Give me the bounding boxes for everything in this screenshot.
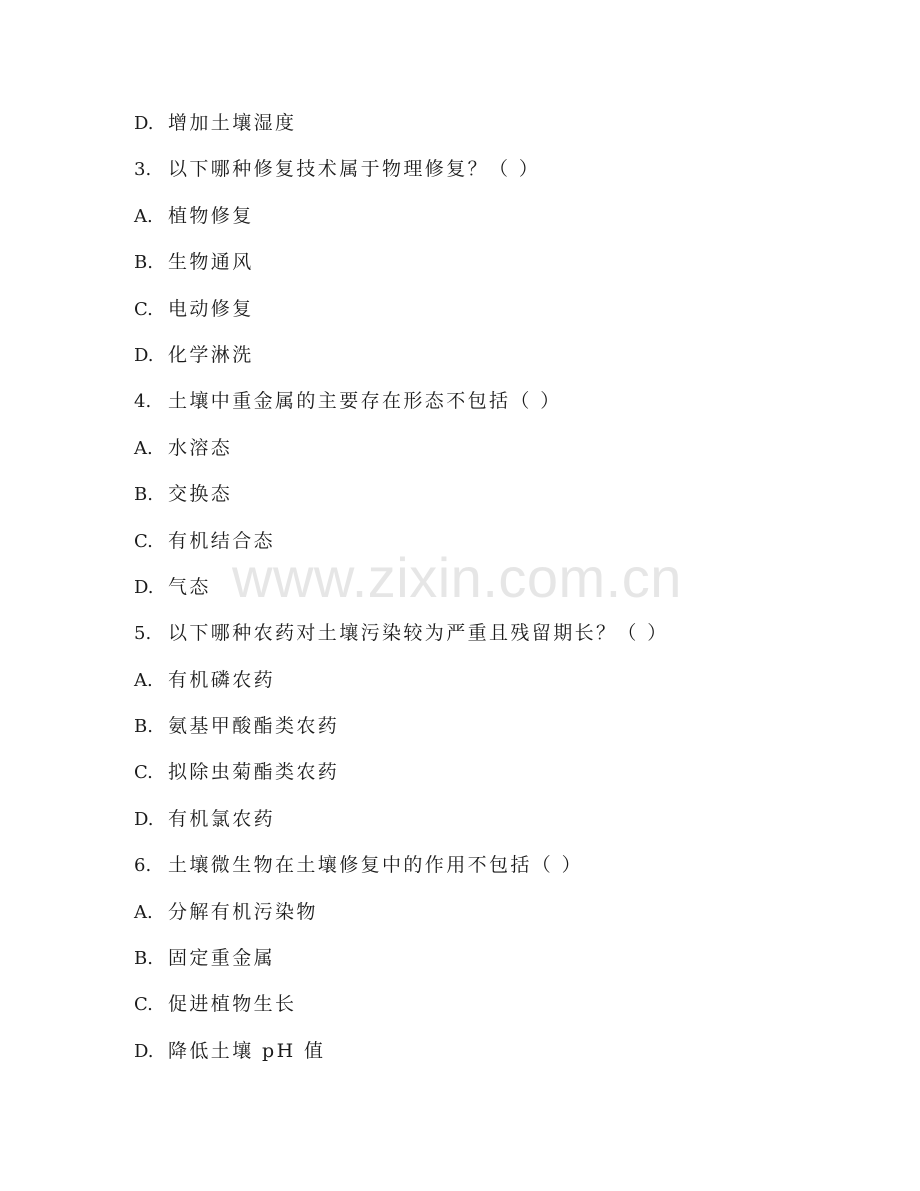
option-text: 降低土壤 pH 值	[168, 1039, 326, 1062]
option-text: 交换态	[168, 483, 233, 506]
option-prefix: D.	[134, 576, 154, 598]
option-prefix: D.	[134, 344, 154, 366]
question-line	[134, 152, 834, 198]
option-text: 增加土壤湿度	[168, 112, 297, 134]
question-number: 6.	[134, 855, 152, 877]
option-prefix: C.	[134, 762, 153, 784]
option-text: 化学淋洗	[168, 343, 254, 366]
option-prefix: C.	[134, 994, 153, 1016]
question-line	[134, 384, 834, 430]
option-line	[134, 987, 834, 1033]
question-text: 以下哪种农药对土壤污染较为严重且残留期长？（ ）	[168, 622, 669, 645]
option-text: 气态	[168, 575, 211, 598]
question-number: 3.	[134, 159, 152, 181]
option-line	[134, 755, 834, 801]
question-line	[134, 616, 834, 662]
option-text: 植物修复	[168, 204, 254, 227]
option-prefix: B.	[134, 716, 153, 738]
question-text: 土壤微生物在土壤修复中的作用不包括（ ）	[168, 854, 584, 877]
option-prefix: C.	[134, 530, 153, 552]
option-prefix: D.	[134, 113, 154, 134]
option-text: 水溶态	[168, 436, 233, 459]
option-line	[134, 802, 834, 848]
question-text: 以下哪种修复技术属于物理修复？（ ）	[168, 158, 541, 181]
option-prefix: A.	[134, 669, 153, 691]
option-text: 生物通风	[168, 251, 254, 274]
question-number: 5.	[134, 623, 152, 645]
option-line	[134, 338, 834, 384]
option-text: 有机磷农药	[168, 668, 276, 691]
option-line	[134, 941, 834, 987]
option-prefix: B.	[134, 948, 153, 970]
option-line	[134, 709, 834, 755]
option-text: 促进植物生长	[168, 993, 297, 1016]
option-line	[134, 477, 834, 523]
option-text: 分解有机污染物	[168, 900, 318, 923]
question-line	[134, 848, 834, 894]
watermark: www.zixin.com.cn	[232, 546, 682, 609]
option-line	[134, 106, 834, 152]
option-text: 氨基甲酸酯类农药	[168, 715, 340, 738]
option-line	[134, 431, 834, 477]
option-text: 拟除虫菊酯类农药	[168, 761, 340, 784]
option-text: 有机结合态	[168, 529, 276, 552]
option-line	[134, 895, 834, 941]
option-prefix: A.	[134, 205, 153, 227]
question-number: 4.	[134, 391, 152, 413]
option-prefix: B.	[134, 484, 153, 506]
option-line	[134, 199, 834, 245]
option-prefix: B.	[134, 252, 153, 274]
option-line	[134, 292, 834, 338]
option-prefix: D.	[134, 1040, 154, 1062]
option-prefix: C.	[134, 298, 153, 320]
option-line	[134, 663, 834, 709]
option-prefix: D.	[134, 808, 154, 830]
option-line	[134, 1034, 834, 1080]
option-text: 固定重金属	[168, 947, 276, 970]
question-text: 土壤中重金属的主要存在形态不包括（ ）	[168, 390, 562, 413]
option-text: 电动修复	[168, 297, 254, 320]
option-prefix: A.	[134, 901, 153, 923]
option-line	[134, 245, 834, 291]
option-prefix: A.	[134, 437, 153, 459]
option-text: 有机氯农药	[168, 807, 276, 830]
